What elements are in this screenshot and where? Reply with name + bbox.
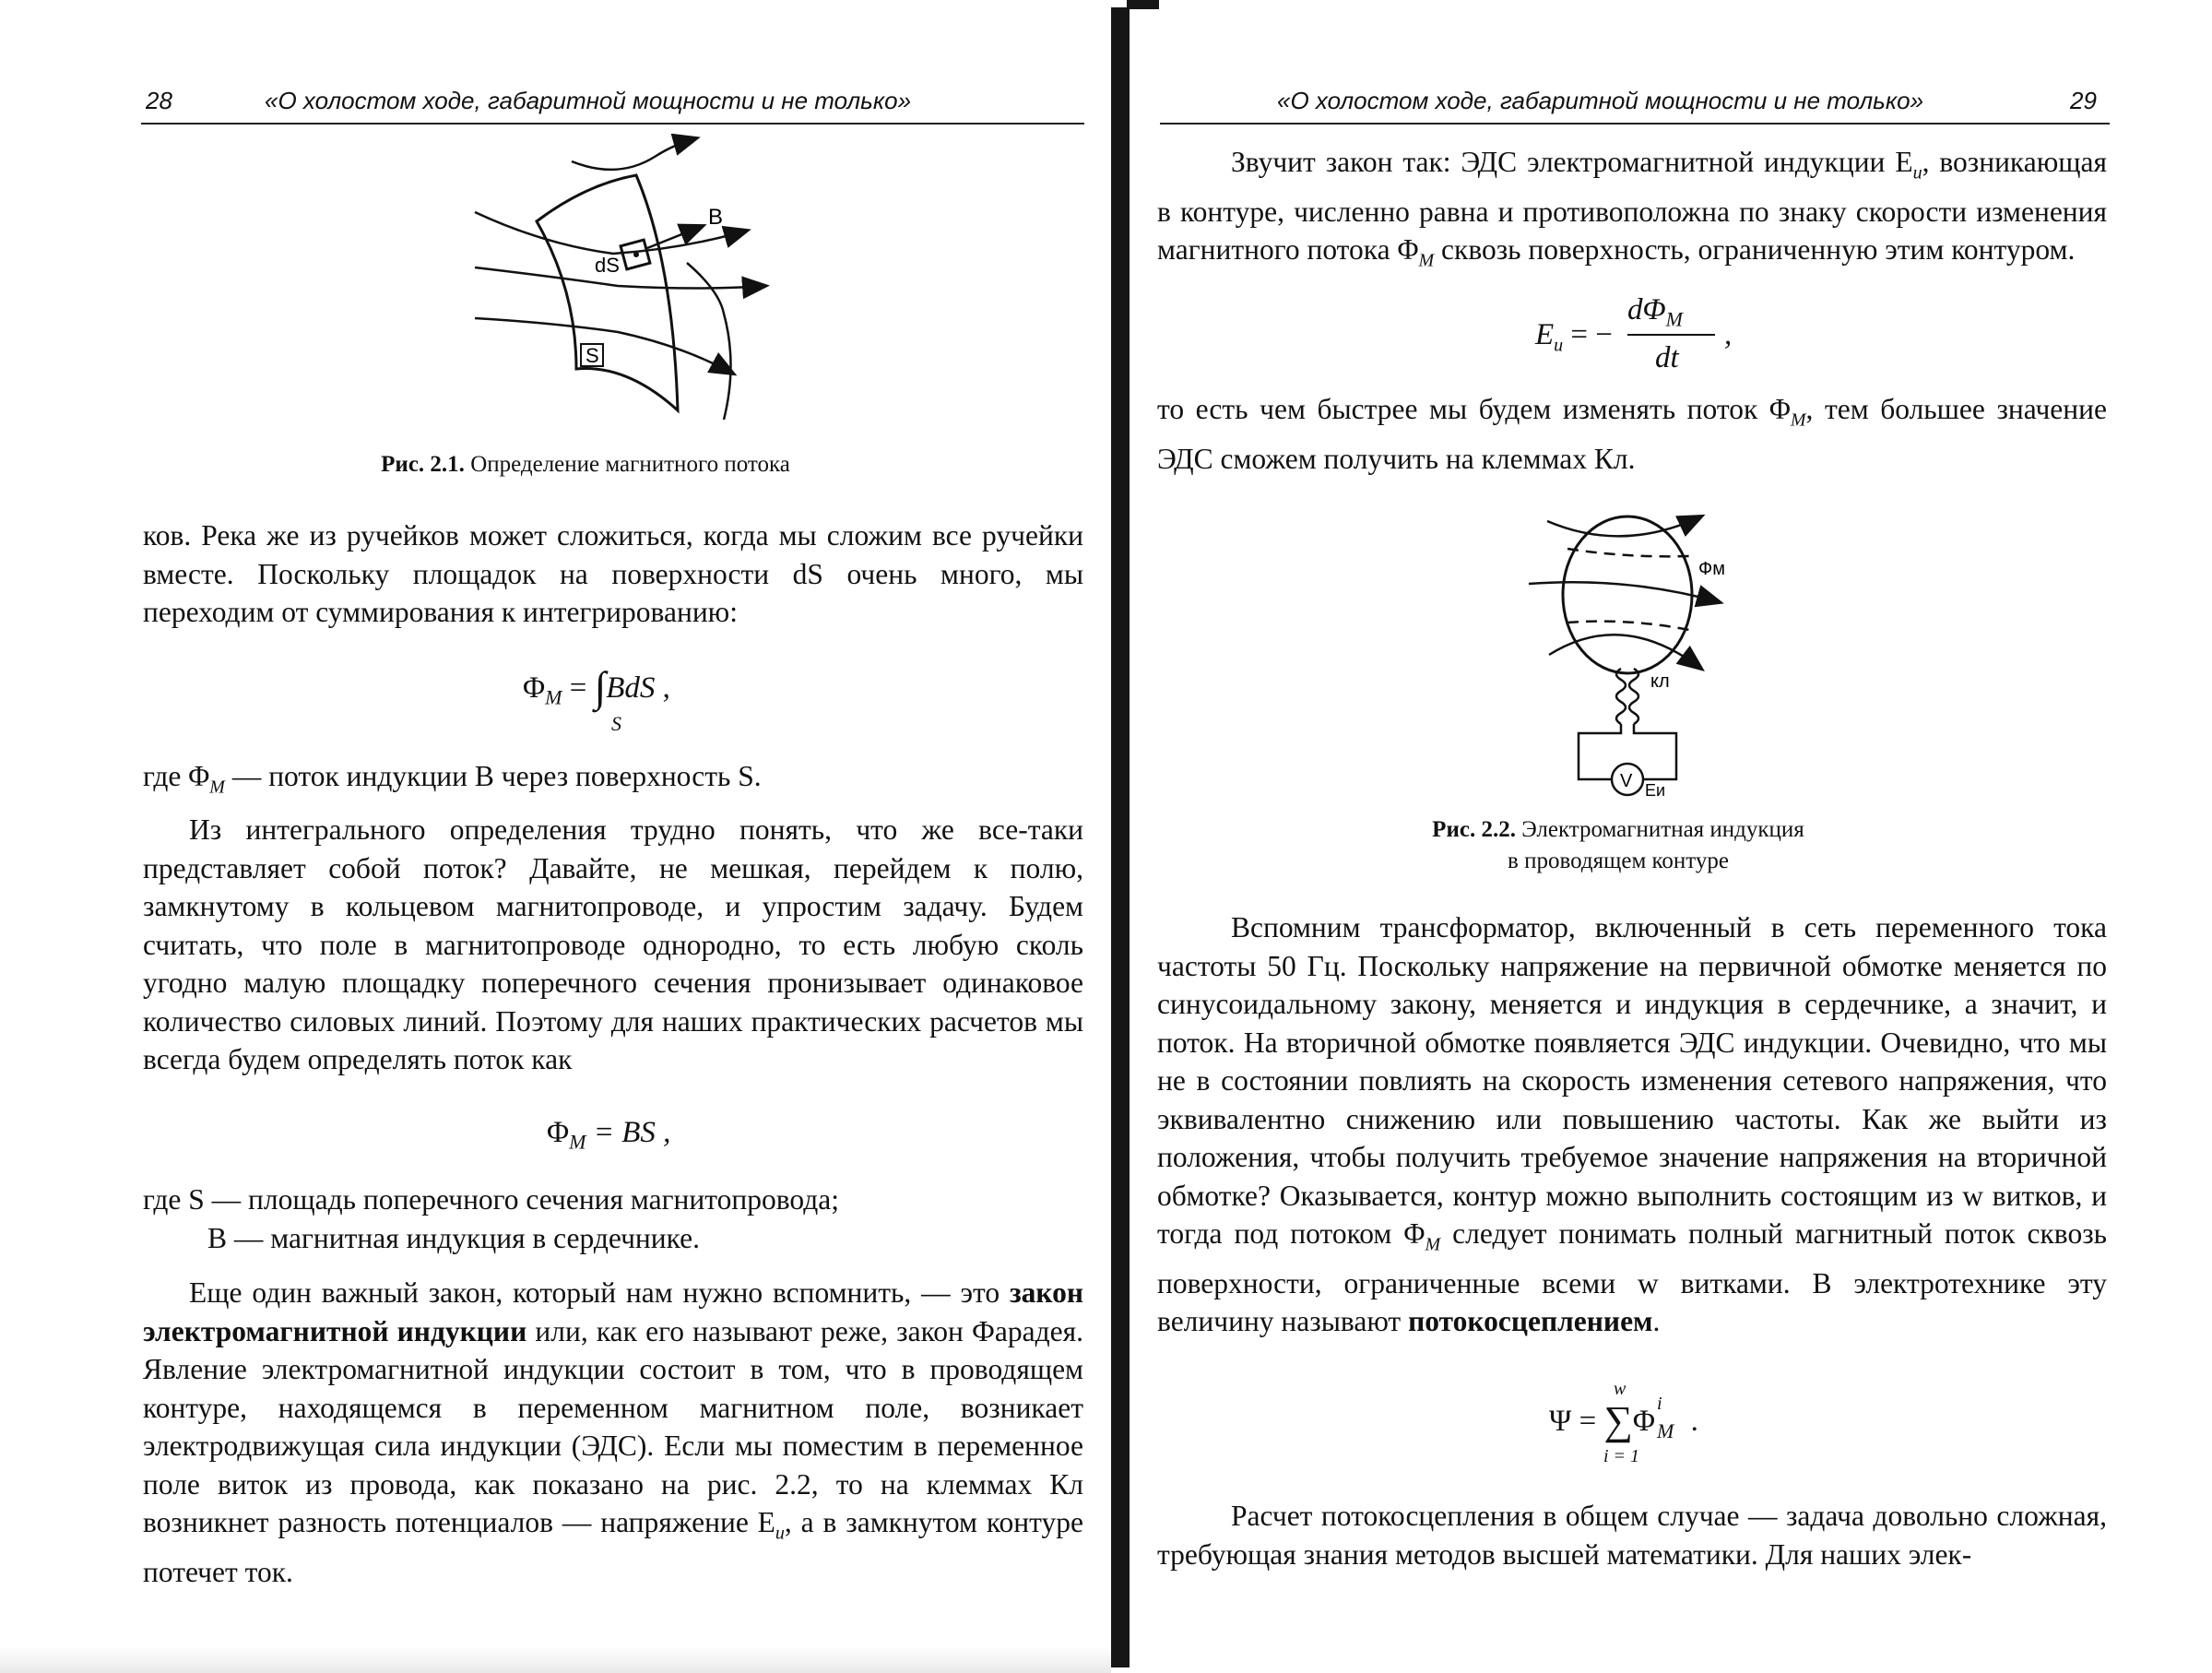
numerator-subscript: M bbox=[1665, 307, 1683, 331]
page-number: 29 bbox=[2070, 87, 2097, 114]
running-title: «О холостом ходе, габаритной мощности и не только» bbox=[265, 87, 912, 114]
paragraph bbox=[1157, 143, 2107, 280]
formula-equals: = bbox=[569, 671, 587, 705]
where-line-s: где S — площадь поперечного сечения магнитопровода; bbox=[143, 1183, 839, 1216]
text-run: , тем большее значение ЭДС сможем получить на клеммах Кл. bbox=[1157, 393, 2107, 475]
paragraph: Из интегрального определения трудно понять, что же все-таки представляет собой поток? Давайте, не мешкая, перейдем к полю, замкнутому в кольцевом магнитопроводе, и упростим задачу. Будем считать, что поле в магнитопроводе однородно, то есть любую сколь угодно малую площадку поперечного сечения пронизывает одинаковое количество силовых линий. Поэтому для наших практических расчетов мы всегда будем определять поток как bbox=[143, 813, 1083, 1075]
where-symbol: где Φ bbox=[143, 760, 210, 792]
caption-label: Рис. 2.2. bbox=[1432, 817, 1516, 842]
caption-line2: в проводящем контуре bbox=[1508, 848, 1729, 873]
field-line bbox=[1547, 516, 1701, 536]
text-run: то есть чем быстрее мы будем изменять поток Φ bbox=[1157, 393, 1791, 425]
subscript: и bbox=[1912, 162, 1922, 184]
sum-upper-limit: w bbox=[1614, 1379, 1626, 1399]
terminal-coil bbox=[1616, 669, 1626, 724]
figure-caption bbox=[277, 449, 894, 481]
caption-label: Рис. 2.1. bbox=[381, 452, 465, 477]
subscript: M bbox=[1425, 1234, 1441, 1255]
page-number: 28 bbox=[146, 87, 172, 114]
subscript: M bbox=[1790, 409, 1806, 431]
text-run: следует понимать полный магнитный поток сквозь поверхности, ограниченные всеми w витками. В электротехнике эту величину называют bbox=[1157, 1217, 2107, 1338]
paragraph: ков. Река же из ручейков может сложиться, когда мы сложим все ручейки вместе. Поскольку площадок на поверхности dS очень много, мы переходим от суммирования к интегрированию: bbox=[143, 519, 1083, 628]
where-line-b: B — магнитная индукция в сердечнике. bbox=[207, 1222, 701, 1254]
header-rule bbox=[141, 123, 1084, 125]
label-S: S bbox=[586, 344, 599, 367]
surface-outline bbox=[537, 175, 678, 410]
formula-denominator: dt bbox=[1655, 341, 1679, 374]
label-E: Eи bbox=[1645, 781, 1666, 798]
numerator: dΦ bbox=[1627, 293, 1666, 326]
ds-dot bbox=[633, 252, 639, 257]
text-run: , а в замкнутом контуре потечет ток. bbox=[143, 1506, 1083, 1588]
formula-term: Φ bbox=[1632, 1405, 1655, 1438]
formula-subscript: и bbox=[1554, 335, 1564, 356]
formula-tail: , bbox=[1724, 318, 1733, 351]
formula-equals: = − bbox=[1570, 318, 1613, 351]
figure-magnetic-flux bbox=[461, 134, 775, 429]
subscript: M bbox=[1418, 250, 1435, 271]
bold-term: потокосцеплением bbox=[1408, 1305, 1653, 1338]
text-run: Еще один важный закон, который нам нужно вспомнить, — это bbox=[189, 1276, 1010, 1309]
where-subscript: M bbox=[209, 777, 225, 798]
text-run: . bbox=[1652, 1305, 1661, 1338]
terminal-coil bbox=[1629, 669, 1638, 724]
integral-sign: ∫ bbox=[594, 663, 607, 710]
field-line bbox=[475, 267, 765, 289]
paragraph-transformer bbox=[1157, 908, 2107, 1341]
where-line bbox=[143, 760, 762, 798]
label-kl: кл bbox=[1650, 671, 1670, 692]
paragraph: Расчет потокосцепления в общем случае — задача довольно сложная, требующая знания методов высшей математики. Для наших элек- bbox=[1157, 1500, 2107, 1571]
field-line bbox=[475, 212, 747, 254]
formula-tail: , bbox=[662, 671, 670, 705]
fraction-bar bbox=[1627, 334, 1715, 336]
header-rule bbox=[1160, 123, 2110, 125]
formula-subscript: M bbox=[569, 1130, 586, 1154]
text-run: Вспомним трансформатор, включенный в сеть переменного тока частоты 50 Гц. Поскольку напряжение на первичной обмотке меняется по синусоидальному закону, меняется и индукция в сердечнике, а значит, и поток. На вторичной обмотке появляется ЭДС индукции. Очевидно, что мы не в состоянии повлиять на скорость изменения сетевого напряжения, что эквивалентно снижению или повышению частоты. Как же выйти из положения, чтобы получить требуемое значение напряжения на вторичной обмотке? Оказывается, контур можно выполнить состоящим из w витков, и тогда под потоком Φ bbox=[1157, 911, 2107, 1250]
text-run: , возникающая в контуре, численно равна и противоположна по знаку скорости изменения магнитного потока Φ bbox=[1157, 146, 2107, 267]
formula-tail: . bbox=[1690, 1405, 1698, 1438]
label-flux: Фм bbox=[1698, 559, 1725, 579]
term-subscript: M bbox=[1656, 1418, 1674, 1442]
formula-symbol: E bbox=[1535, 318, 1555, 351]
figure-em-induction bbox=[1494, 503, 1807, 798]
sum-sign: ∑ bbox=[1603, 1398, 1633, 1443]
sum-lower-limit: i = 1 bbox=[1603, 1446, 1640, 1466]
subscript: и bbox=[775, 1523, 785, 1544]
label-V: V bbox=[1620, 771, 1633, 791]
field-line bbox=[687, 263, 731, 420]
formula-numerator bbox=[1627, 293, 1683, 332]
paragraph-faraday bbox=[143, 1274, 1083, 1591]
caption-line1: Электромагнитная индукция bbox=[1521, 817, 1804, 842]
formula-rest: = BS , bbox=[586, 1116, 671, 1149]
term-superscript: i bbox=[1656, 1394, 1662, 1414]
caption-text: Определение магнитного потока bbox=[470, 452, 790, 477]
where-text: — поток индукции B через поверхность S. bbox=[224, 760, 762, 792]
bold-term: закон электромагнитной индукции bbox=[143, 1276, 1083, 1347]
formula-linkage bbox=[1549, 1394, 1698, 1444]
field-line bbox=[1549, 635, 1701, 669]
formula-symbol: Ψ bbox=[1549, 1405, 1572, 1438]
paragraph bbox=[1157, 390, 2107, 478]
formula-equals: = bbox=[1579, 1405, 1597, 1438]
field-line-dashed bbox=[1567, 622, 1689, 630]
right-page bbox=[1130, 0, 2212, 1673]
formula-symbol: Φ bbox=[547, 1116, 570, 1149]
text-run: сквозь поверхность, ограниченную этим контуром. bbox=[1434, 233, 2076, 267]
formula-subscript: M bbox=[545, 685, 562, 709]
text-run: Звучит закон так: ЭДС электромагнитной индукции E bbox=[1231, 146, 1913, 178]
label-dS: dS bbox=[595, 254, 620, 277]
formula-integrand: BdS bbox=[606, 671, 656, 705]
formula-flux-bs bbox=[547, 1116, 670, 1155]
integral-lower-limit: S bbox=[611, 712, 621, 735]
book-spine bbox=[1111, 7, 1130, 1667]
figure-caption bbox=[1295, 814, 1941, 877]
formula-emf bbox=[1535, 318, 1613, 357]
field-line-dashed bbox=[1567, 549, 1689, 556]
field-line bbox=[572, 138, 696, 170]
formula-symbol: Φ bbox=[523, 671, 546, 705]
formula-flux-integral bbox=[523, 662, 670, 711]
text-run: или, как его называют реже, закон Фарадея. Явление электромагнитной индукции состоит в том, что в проводящем контуре, находящемся в переменном магнитном поле, возникает электродвижущая сила индукции (ЭДС). Если мы поместим в переменное поле виток из провода, как показано на рис. 2.2, то на клеммах Кл возникнет разность потенциалов — напряжение E bbox=[143, 1314, 1083, 1538]
running-title: «О холостом ходе, габаритной мощности и не только» bbox=[1277, 87, 1924, 114]
label-B: B bbox=[708, 205, 724, 230]
